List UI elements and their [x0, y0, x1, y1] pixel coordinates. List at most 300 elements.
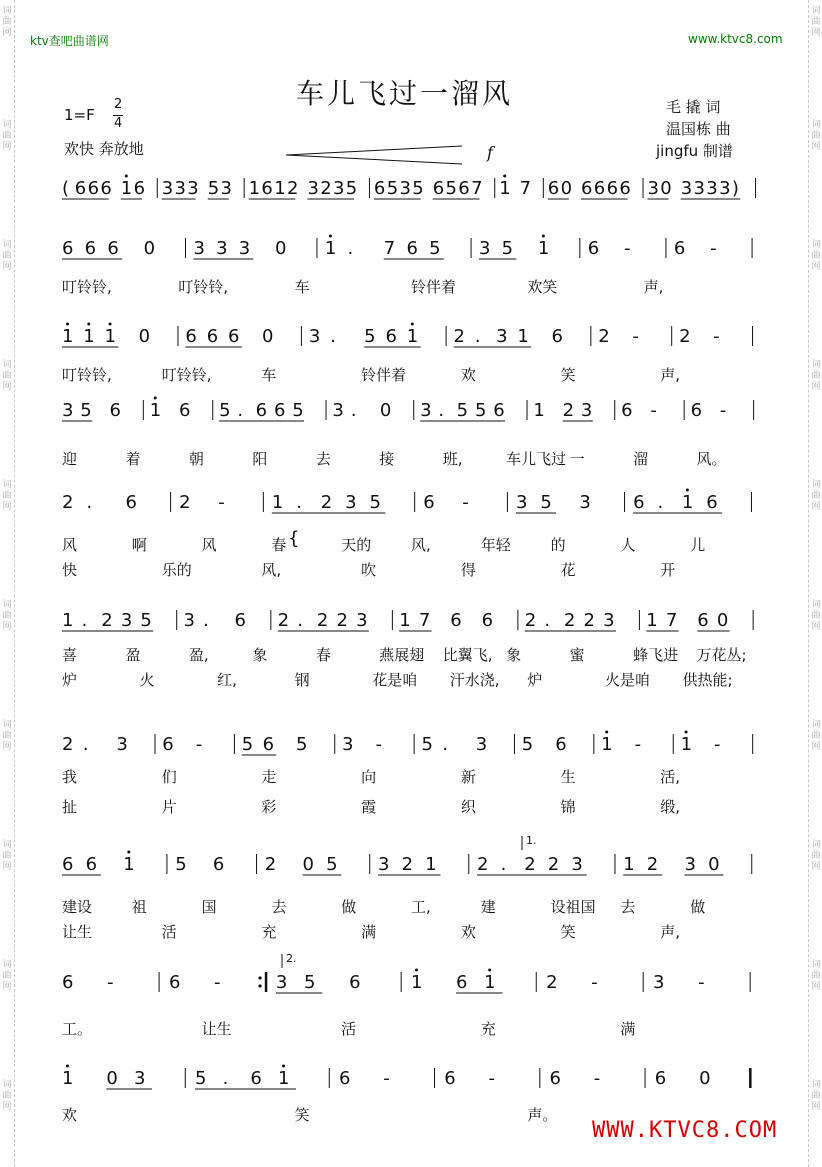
note-group [193, 238, 253, 259]
note-group [123, 851, 134, 876]
note-digit: 3 [308, 326, 321, 347]
note-digit: 5 [421, 734, 433, 755]
lyric-word: 喜 [62, 646, 78, 664]
key-signature: 1=F [64, 106, 95, 124]
note-digit: . [544, 610, 551, 631]
lyric-word: 啊 [131, 536, 147, 554]
lyric-word: 乐的 [161, 561, 192, 579]
note-group [456, 969, 502, 994]
lyric-word: 我 [62, 768, 78, 786]
lyric-line-7-verse2 [0, 921, 822, 943]
note-group [525, 610, 616, 631]
note-digit: - [650, 400, 657, 421]
lyric-word: 快 [62, 561, 78, 579]
note-digit: 0 [106, 1068, 118, 1089]
note-group [378, 854, 440, 875]
side-label: 词曲网 [2, 480, 12, 512]
lyric-word: 声, [643, 278, 664, 296]
note-digit: 6 [549, 1068, 561, 1089]
note-group [242, 734, 276, 755]
note-digit: - [634, 734, 642, 755]
note-digit: 6 [619, 178, 631, 199]
note-group [538, 235, 549, 260]
note-digit: 3 [238, 238, 251, 259]
note-digit: . [347, 238, 354, 259]
note-digit: 1 [425, 854, 437, 875]
lyric-word: 活 [161, 923, 177, 941]
octave-dot [66, 323, 69, 326]
note-digit: 6 [633, 492, 645, 513]
note-digit: 1 [120, 178, 133, 199]
lyric-line-7-verse1 [0, 896, 822, 918]
note-digit: 2 [477, 854, 489, 875]
note-digit: 1 [623, 854, 635, 875]
note-digit: 0 [262, 326, 274, 347]
note-digit: 2 [336, 610, 348, 631]
lyric-word: 吹 [361, 561, 377, 579]
lyric-word: 生 [560, 768, 576, 786]
note-digit: 1 [62, 610, 74, 631]
note-group [549, 1068, 560, 1089]
note-group [116, 734, 127, 755]
lyric-word: 满 [620, 1020, 636, 1038]
note-digit: 7 [519, 178, 532, 199]
note-digit: 3 [571, 854, 583, 875]
note-digit: 3 [220, 178, 232, 199]
octave-dot [154, 397, 157, 400]
note-group [520, 178, 531, 199]
note-digit: 6 [444, 1068, 456, 1089]
octave-dot [87, 323, 90, 326]
lyric-word: 儿 [690, 536, 706, 554]
lyric-word: 花是咱 [372, 671, 418, 689]
note-digit: 1 [537, 238, 550, 259]
note-group [196, 734, 203, 755]
note-digit: 2 [679, 326, 691, 347]
lyricist-credit: 毛 撬 词 [666, 98, 721, 116]
note-digit: 7 [418, 610, 431, 631]
note-group [175, 854, 186, 875]
note-group [633, 489, 722, 514]
note-digit: 2 [583, 610, 595, 631]
note-digit: - [375, 734, 382, 755]
lyric-line-6-verse2 [0, 796, 822, 818]
note-digit: 5 [386, 178, 399, 199]
note-digit: 6 [109, 400, 121, 421]
lyric-line-5-verse1 [0, 644, 822, 666]
lyric-word: 汗水浇, [449, 671, 500, 689]
lyric-word: 充 [261, 923, 277, 941]
note-digit: 3 [116, 734, 128, 755]
note-digit: 5 [296, 734, 308, 755]
note-group [720, 400, 727, 421]
note-digit: 0 [138, 326, 151, 347]
note-digit: - [710, 238, 717, 259]
note-digit: 5 [80, 400, 92, 421]
note-digit: 5 [241, 734, 254, 755]
notation-line [0, 1050, 822, 1110]
lyric-line-3 [0, 448, 822, 470]
note-digit: 6 [107, 238, 119, 259]
note-group [635, 734, 642, 755]
lyric-word: 班, [442, 450, 463, 468]
note-group [62, 238, 122, 259]
volta-label: 2. [286, 954, 297, 965]
note-digit: 1 [484, 972, 496, 993]
note-group [139, 326, 150, 347]
note-digit: 2 [401, 854, 414, 875]
note-digit: 0 [660, 178, 672, 199]
notation-line-7 [0, 836, 822, 896]
note-digit: 2 [547, 854, 560, 875]
note-digit: . [438, 400, 445, 421]
note-group [623, 854, 662, 875]
note-group [303, 854, 342, 875]
lyric-word: 铃伴着 [361, 366, 407, 384]
note-digit: 5 [501, 238, 514, 259]
note-group [179, 400, 190, 421]
note-digit: 6 [621, 400, 633, 421]
note-digit: 5 [219, 400, 231, 421]
note-digit: 6 [587, 238, 600, 259]
note-digit: 3 [120, 610, 133, 631]
lyric-word: 一 [569, 450, 585, 468]
note-group [710, 238, 717, 259]
lyric-word: 炉 [62, 671, 78, 689]
notation-line [0, 160, 822, 220]
note-group [219, 400, 304, 421]
note-digit: 3 [275, 972, 288, 993]
note-digit: 5 [194, 1068, 207, 1089]
lyric-word: 溜 [633, 450, 649, 468]
note-digit: 3 [680, 178, 693, 199]
lyric-word: 万花丛; [696, 646, 747, 664]
note-digit: 6 [87, 178, 100, 199]
note-group [674, 238, 685, 259]
lyric-word: 锦 [560, 798, 576, 816]
lyric-word: 活 [341, 1020, 357, 1038]
note-group [579, 492, 590, 513]
note-digit: - [107, 972, 114, 993]
note-digit: 0 [560, 178, 573, 199]
note-digit: 2 [598, 326, 610, 347]
octave-dot [685, 731, 688, 734]
lyric-word: 车儿飞过 [506, 450, 567, 468]
note-group [632, 326, 639, 347]
octave-dot [66, 1065, 69, 1068]
octave-dot [127, 851, 130, 854]
lyric-word: 象 [506, 646, 522, 664]
notation-line-1 [0, 220, 822, 280]
lyric-word: 彩 [261, 798, 277, 816]
note-digit: . [81, 610, 88, 631]
note-group [275, 238, 286, 259]
note-digit: 3 [579, 492, 591, 513]
note-group [588, 238, 599, 259]
note-digit: 1 [406, 326, 419, 347]
notation-line-5 [0, 592, 822, 652]
note-digit: - [698, 972, 705, 993]
note-digit: 5 [474, 400, 487, 421]
note-digit: 6 [432, 178, 445, 199]
note-digit: 3 [647, 178, 659, 199]
lyric-word: 风, [411, 536, 431, 554]
note-digit: 1 [274, 178, 286, 199]
side-label: 词曲网 [2, 720, 12, 752]
note-group [249, 178, 299, 199]
lyric-line-8 [0, 1018, 822, 1040]
lyric-word: 盈, [188, 646, 209, 664]
note-group [499, 175, 510, 200]
note-digit: 0 [708, 854, 720, 875]
lyric-word: 供热能; [682, 671, 733, 689]
note-digit: 6 [456, 972, 468, 993]
note-digit: 3 [475, 734, 488, 755]
note-digit: 1 [248, 178, 261, 199]
note-digit: 6 [262, 734, 275, 755]
note-digit: 6 [581, 178, 593, 199]
note-digit: 6 [706, 492, 718, 513]
note-digit: 3 [342, 734, 354, 755]
lyric-word: 红, [217, 671, 237, 689]
note-digit: 3 [62, 400, 74, 421]
note-group [681, 731, 692, 756]
note-digit: 3 [603, 610, 615, 631]
note-digit: 6 [690, 400, 703, 421]
note-group [477, 854, 587, 875]
note-group [162, 178, 199, 199]
lyric-word: 建 [480, 898, 496, 916]
note-digit: 5 [540, 492, 552, 513]
lyric-line-4-verse1 [0, 534, 822, 556]
note-digit: - [218, 492, 225, 513]
lyric-word: 织 [460, 798, 476, 816]
note-group [594, 1068, 601, 1089]
note-group [214, 972, 221, 993]
octave-dot [411, 323, 414, 326]
notation-line-0 [0, 160, 822, 220]
lyric-word: 欢 [460, 923, 476, 941]
octave-dot [415, 969, 418, 972]
note-group [185, 326, 241, 347]
note-digit: 7 [665, 610, 678, 631]
note-digit: 5 [521, 734, 534, 755]
note-group [364, 323, 420, 348]
octave-dot [109, 323, 112, 326]
note-digit: 6 [178, 400, 191, 421]
octave-dot [488, 969, 491, 972]
lyric-word: 炉 [527, 671, 543, 689]
note-group [516, 492, 556, 513]
side-label: 词曲网 [2, 6, 12, 38]
note-digit: 3 [174, 178, 186, 199]
note-digit: 6 [234, 610, 246, 631]
lyric-word: 霞 [361, 798, 377, 816]
volta-bracket [522, 836, 756, 850]
note-digit: 5 [364, 326, 376, 347]
note-digit: 6 [551, 326, 563, 347]
note-group [454, 326, 532, 347]
note-group [548, 178, 572, 199]
lyric-word: 朝 [188, 450, 204, 468]
note-group [563, 400, 593, 421]
note-digit: 1 [499, 178, 511, 199]
note-group [697, 610, 729, 631]
lyric-word: 欢笑 [527, 278, 558, 296]
note-digit: 2 [320, 492, 333, 513]
lyric-word: 风。 [696, 450, 727, 468]
lyric-line-6-verse1 [0, 766, 822, 788]
note-digit: 2 [316, 610, 329, 631]
note-group [62, 734, 89, 755]
site-name-left[interactable]: ktv查吧曲谱网 [30, 34, 109, 48]
octave-dot [282, 1065, 285, 1068]
note-group [551, 326, 562, 347]
site-url-right[interactable]: www.ktvc8.com [688, 32, 783, 46]
lyric-word: 火是咱 [604, 671, 650, 689]
notation-line-3 [0, 382, 822, 442]
note-digit: 1 [62, 326, 74, 347]
time-signature-bottom: 4 [114, 116, 123, 131]
note-digit: 3 [693, 178, 705, 199]
note-digit: . [330, 326, 336, 347]
watermark: WWW.KTVC8.COM [592, 1118, 778, 1143]
note-group [691, 400, 702, 421]
note-group [653, 972, 664, 993]
note-digit: 5 [445, 178, 457, 199]
note-digit: . [657, 492, 664, 513]
arranger-credit: jingfu 制谱 [656, 142, 733, 160]
note-digit: . [350, 400, 357, 421]
note-digit: 6 [162, 734, 174, 755]
side-label: 词曲网 [2, 1080, 12, 1112]
note-digit: - [488, 1068, 496, 1089]
lyric-word: 们 [161, 768, 177, 786]
note-group [655, 1068, 666, 1089]
notation-line [0, 954, 822, 1014]
lyric-word: 声。 [527, 1106, 558, 1124]
note-digit: 6 [261, 178, 273, 199]
note-group [342, 734, 353, 755]
note-digit: 0 [699, 1068, 711, 1089]
note-digit: 6 [606, 178, 619, 199]
note-digit: 3 [377, 854, 390, 875]
note-digit: 1 [411, 972, 423, 993]
note-group [555, 734, 566, 755]
note-digit: 1 [278, 1068, 290, 1089]
note-group [476, 734, 487, 755]
note-digit: 3 [333, 178, 345, 199]
note-digit: 0 [143, 238, 156, 259]
note-group [621, 400, 632, 421]
lyric-word: 叮铃铃, [161, 366, 212, 384]
note-digit: 5 [345, 178, 358, 199]
tempo-marking: 欢快 奔放地 [64, 140, 144, 158]
lyric-word: 扯 [62, 798, 78, 816]
note-digit: 3 [356, 610, 368, 631]
note-digit: 1 [533, 400, 545, 421]
note-group [272, 492, 385, 513]
notation-line [0, 220, 822, 280]
note-group [276, 972, 322, 993]
note-digit: 3 [706, 178, 718, 199]
note-digit: - [624, 238, 631, 259]
lyric-word: 走 [261, 768, 277, 786]
note-digit: - [462, 492, 469, 513]
note-digit: 6 [62, 238, 74, 259]
note-group [380, 400, 391, 421]
note-digit: ( [62, 178, 70, 199]
side-label: 词曲网 [811, 360, 821, 392]
note-digit: . [86, 492, 93, 513]
note-digit: 3 [719, 178, 731, 199]
lyric-word: 风 [62, 536, 78, 554]
note-group [383, 1068, 390, 1089]
lyric-word: 让生 [201, 1020, 232, 1038]
note-group [601, 731, 612, 756]
note-group [482, 610, 493, 631]
note-digit: 6 [673, 238, 686, 259]
note-digit: 6 [373, 178, 386, 199]
note-digit: 1 [680, 734, 693, 755]
note-group [62, 972, 73, 993]
note-digit: 1 [601, 734, 613, 755]
note-digit: 3 [332, 400, 344, 421]
note-group [420, 400, 505, 421]
note-group [685, 854, 724, 875]
note-digit: - [719, 400, 727, 421]
note-digit: - [714, 734, 721, 755]
side-label: 词曲网 [811, 6, 821, 38]
notation-line [0, 474, 822, 534]
note-digit: 2 [524, 610, 537, 631]
lyric-word: 得 [460, 561, 476, 579]
note-digit: 3 [161, 178, 174, 199]
note-digit: 6 [185, 326, 197, 347]
note-digit: 3 [193, 238, 205, 259]
lyric-word: 火 [139, 671, 155, 689]
side-label: 词曲网 [811, 960, 821, 992]
note-group [423, 492, 434, 513]
note-digit: 5 [304, 972, 316, 993]
note-group [62, 610, 153, 631]
lyric-word: 接 [379, 450, 395, 468]
lyric-word: 花 [560, 561, 576, 579]
note-group [648, 178, 672, 199]
lyric-word: 设祖国 [550, 898, 596, 916]
note-digit: 6 [62, 854, 74, 875]
note-digit: 1 [324, 238, 337, 259]
lyric-word: 钢 [294, 671, 310, 689]
lyric-word: 声, [660, 923, 681, 941]
lyric-word: 满 [361, 923, 377, 941]
note-group [121, 175, 145, 200]
note-group [62, 492, 92, 513]
note-digit: 6 [84, 238, 97, 259]
lyric-word: 让生 [62, 923, 93, 941]
lyric-word: 风, [261, 561, 282, 579]
note-digit: 2 [524, 854, 536, 875]
lyric-word: 春 [271, 536, 287, 554]
note-digit: 1 [83, 326, 95, 347]
note-digit: 6 [227, 326, 240, 347]
note-group [411, 969, 422, 994]
notation-line-8 [0, 954, 822, 1014]
verse-brace: { [288, 528, 300, 549]
note-digit: 6 [423, 492, 435, 513]
note-digit: - [713, 326, 720, 347]
lyric-word: 阳 [252, 450, 268, 468]
